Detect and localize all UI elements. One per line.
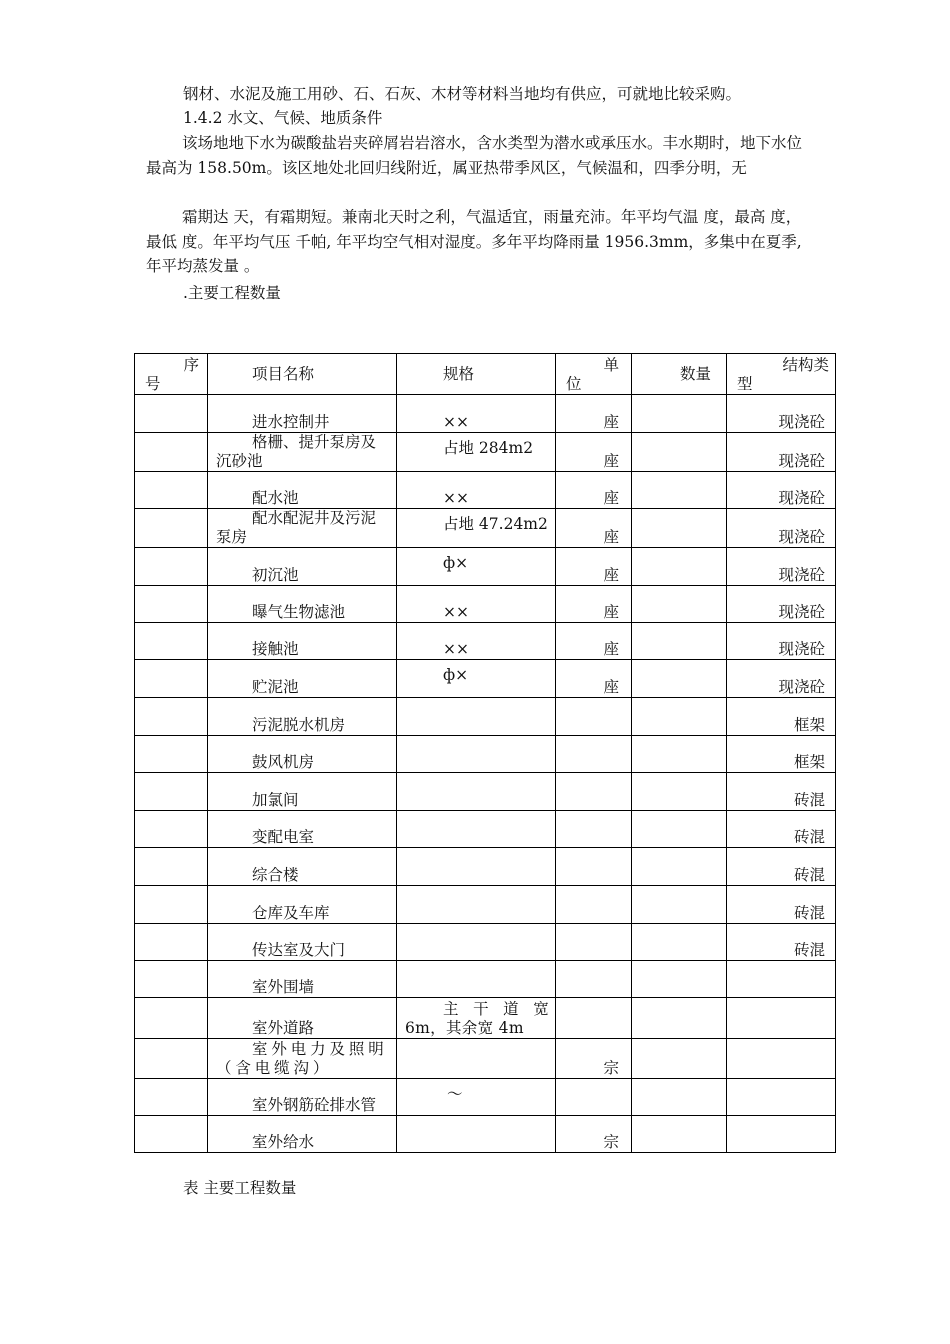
- table-row: [135, 395, 836, 433]
- cell-unit: 座: [556, 472, 632, 509]
- cell-item-name: 室外围墙: [208, 961, 397, 998]
- cell-seq: [135, 660, 208, 698]
- cell-qty: [632, 433, 727, 472]
- cell-seq: [135, 433, 208, 472]
- cell-structure: 框架: [727, 736, 836, 773]
- cell-unit: 座: [556, 433, 632, 472]
- cell-seq: [135, 586, 208, 623]
- cell-item-name: 污泥脱水机房: [208, 698, 397, 736]
- cell-item-name: 传达室及大门: [208, 924, 397, 961]
- cell-qty: [632, 548, 727, 586]
- cell-unit: [556, 773, 632, 811]
- cell-structure: 现浇砼: [727, 586, 836, 623]
- cell-item-name: 配水配泥井及污泥泵房: [208, 509, 397, 548]
- cell-seq: [135, 509, 208, 548]
- table-row: [135, 623, 836, 660]
- cell-qty: [632, 811, 727, 848]
- cell-spec: [397, 1039, 556, 1079]
- table-row: [135, 1079, 836, 1116]
- table-row: [135, 586, 836, 623]
- cell-qty: [632, 395, 727, 433]
- cell-unit: 座: [556, 509, 632, 548]
- cell-unit: 座: [556, 395, 632, 433]
- cell-unit: 座: [556, 623, 632, 660]
- table-row: [135, 886, 836, 924]
- cell-item-name: 接触池: [208, 623, 397, 660]
- table-row: [135, 961, 836, 998]
- cell-seq: [135, 1116, 208, 1153]
- cell-seq: [135, 773, 208, 811]
- table-row: [135, 472, 836, 509]
- cell-seq: [135, 736, 208, 773]
- table-caption: 表 主要工程数量: [183, 1179, 297, 1197]
- table-row: [135, 1116, 836, 1153]
- cell-item-name: 室外钢筋砼排水管: [208, 1079, 397, 1116]
- paragraph-climate: 霜期达 天，有霜期短。兼南北天时之利，气温适宜，雨量充沛。年平均气温 度，最高 度，最低 度。年平均气压 千帕, 年平均空气相对湿度。多年平均降雨量 1956.3mm，多集中在夏季, 年平均蒸发量 。: [146, 208, 802, 275]
- cell-spec: ××: [397, 395, 556, 433]
- cell-qty: [632, 998, 727, 1039]
- cell-spec: [397, 811, 556, 848]
- header-name: 项目名称: [208, 354, 397, 395]
- cell-qty: [632, 698, 727, 736]
- paragraph-materials: 钢材、水泥及施工用砂、石、石灰、木材等材料当地均有供应，可就地比较采购。: [183, 85, 742, 103]
- table-row: [135, 698, 836, 736]
- table-row: [135, 548, 836, 586]
- header-qty: 数量: [632, 354, 727, 395]
- cell-unit: 座: [556, 548, 632, 586]
- cell-seq: [135, 1079, 208, 1116]
- cell-structure: 砖混: [727, 924, 836, 961]
- cell-qty: [632, 472, 727, 509]
- cell-unit: [556, 886, 632, 924]
- cell-structure: 现浇砼: [727, 433, 836, 472]
- cell-item-name: 变配电室: [208, 811, 397, 848]
- cell-spec: [397, 1116, 556, 1153]
- table-row: [135, 811, 836, 848]
- cell-structure: 现浇砼: [727, 623, 836, 660]
- cell-item-name: 贮泥池: [208, 660, 397, 698]
- cell-qty: [632, 623, 727, 660]
- table-row: [135, 773, 836, 811]
- table-row: [135, 1039, 836, 1079]
- cell-seq: [135, 811, 208, 848]
- cell-unit: [556, 961, 632, 998]
- cell-seq: [135, 548, 208, 586]
- quantities-table: [134, 353, 836, 1153]
- cell-structure: 砖混: [727, 773, 836, 811]
- cell-spec: ××: [397, 472, 556, 509]
- cell-unit: [556, 811, 632, 848]
- cell-structure: [727, 1079, 836, 1116]
- cell-qty: [632, 886, 727, 924]
- cell-qty: [632, 736, 727, 773]
- cell-spec: ～: [397, 1079, 556, 1116]
- table-row: [135, 924, 836, 961]
- cell-seq: [135, 848, 208, 886]
- cell-spec: 主 干 道 宽 6m，其余宽 4m: [397, 998, 556, 1039]
- cell-structure: 现浇砼: [727, 395, 836, 433]
- cell-structure: 砖混: [727, 848, 836, 886]
- cell-spec: ф×: [397, 548, 556, 586]
- cell-seq: [135, 623, 208, 660]
- cell-seq: [135, 886, 208, 924]
- cell-seq: [135, 698, 208, 736]
- table-row: [135, 509, 836, 548]
- cell-seq: [135, 998, 208, 1039]
- cell-item-name: 综合楼: [208, 848, 397, 886]
- table-row: [135, 848, 836, 886]
- cell-spec: [397, 886, 556, 924]
- cell-structure: [727, 961, 836, 998]
- cell-qty: [632, 1116, 727, 1153]
- cell-seq: [135, 472, 208, 509]
- header-spec: 规格: [397, 354, 556, 395]
- cell-qty: [632, 961, 727, 998]
- cell-structure: 现浇砼: [727, 472, 836, 509]
- header-unit: 单 位: [556, 354, 632, 395]
- table-row: [135, 998, 836, 1039]
- cell-qty: [632, 773, 727, 811]
- table-header-row: [135, 354, 836, 395]
- cell-spec: [397, 773, 556, 811]
- cell-unit: [556, 848, 632, 886]
- section-heading-quantities: .主要工程数量: [183, 284, 281, 302]
- cell-unit: 座: [556, 660, 632, 698]
- cell-unit: [556, 698, 632, 736]
- cell-spec: [397, 961, 556, 998]
- cell-seq: [135, 1039, 208, 1079]
- cell-item-name: 格栅、提升泵房及沉砂池: [208, 433, 397, 472]
- cell-qty: [632, 660, 727, 698]
- cell-unit: 宗: [556, 1039, 632, 1079]
- cell-unit: 宗: [556, 1116, 632, 1153]
- cell-seq: [135, 961, 208, 998]
- cell-spec: [397, 924, 556, 961]
- cell-item-name: 初沉池: [208, 548, 397, 586]
- cell-seq: [135, 924, 208, 961]
- cell-structure: [727, 1116, 836, 1153]
- cell-item-name: 配水池: [208, 472, 397, 509]
- cell-item-name: 室外道路: [208, 998, 397, 1039]
- cell-spec: ××: [397, 623, 556, 660]
- cell-item-name: 室外电力及照明（含电缆沟）: [208, 1039, 397, 1079]
- cell-qty: [632, 924, 727, 961]
- paragraph-groundwater: 该场地地下水为碳酸盐岩夹碎屑岩岩溶水，含水类型为潜水或承压水。丰水期时，地下水位最高为 158.50m。该区地处北回归线附近，属亚热带季风区，气候温和，四季分明，无: [146, 134, 803, 177]
- cell-qty: [632, 848, 727, 886]
- cell-unit: [556, 1079, 632, 1116]
- cell-item-name: 进水控制井: [208, 395, 397, 433]
- cell-unit: [556, 998, 632, 1039]
- header-struct: 结构类 型: [727, 354, 836, 395]
- header-seq: 序 号: [135, 354, 208, 395]
- cell-seq: [135, 395, 208, 433]
- cell-qty: [632, 586, 727, 623]
- table-row: [135, 660, 836, 698]
- cell-qty: [632, 1079, 727, 1116]
- cell-spec: [397, 736, 556, 773]
- cell-item-name: 仓库及车库: [208, 886, 397, 924]
- cell-qty: [632, 1039, 727, 1079]
- cell-structure: 现浇砼: [727, 509, 836, 548]
- cell-structure: 现浇砼: [727, 660, 836, 698]
- cell-spec: 占地 284m2: [397, 433, 556, 472]
- cell-structure: 现浇砼: [727, 548, 836, 586]
- cell-item-name: 鼓风机房: [208, 736, 397, 773]
- cell-structure: [727, 1039, 836, 1079]
- cell-item-name: 室外给水: [208, 1116, 397, 1153]
- table-row: [135, 736, 836, 773]
- cell-item-name: 加氯间: [208, 773, 397, 811]
- cell-spec: [397, 698, 556, 736]
- cell-structure: [727, 998, 836, 1039]
- cell-spec: ××: [397, 586, 556, 623]
- cell-spec: 占地 47.24m2: [397, 509, 556, 548]
- cell-structure: 砖混: [727, 811, 836, 848]
- cell-spec: [397, 848, 556, 886]
- section-heading-hydrology: 1.4.2 水文、气候、地质条件: [183, 109, 383, 127]
- cell-structure: 框架: [727, 698, 836, 736]
- table-row: [135, 433, 836, 472]
- cell-unit: 座: [556, 586, 632, 623]
- cell-structure: 砖混: [727, 886, 836, 924]
- cell-unit: [556, 924, 632, 961]
- cell-item-name: 曝气生物滤池: [208, 586, 397, 623]
- cell-spec: ф×: [397, 660, 556, 698]
- cell-qty: [632, 509, 727, 548]
- cell-unit: [556, 736, 632, 773]
